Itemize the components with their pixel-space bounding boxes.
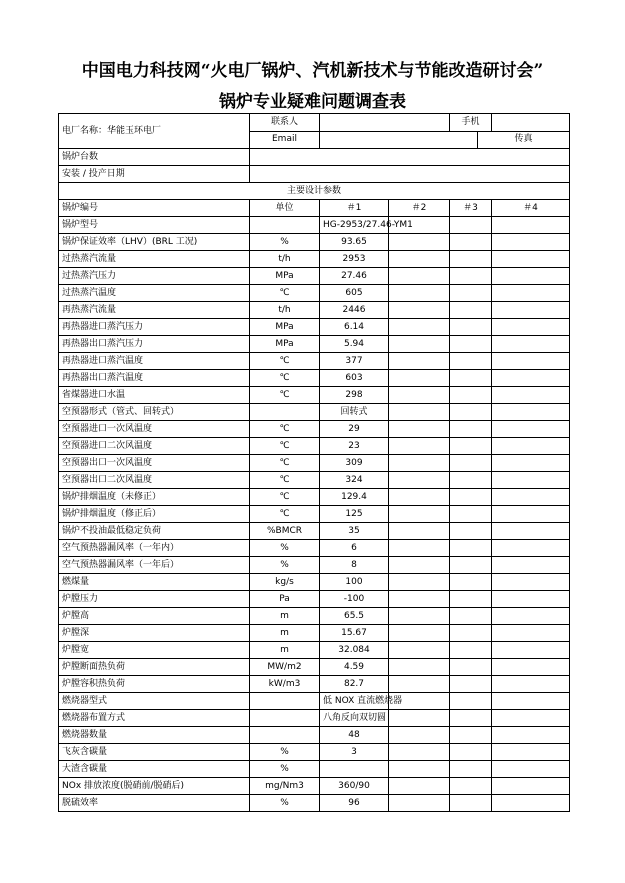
- row-value-unit2[interactable]: [389, 336, 450, 353]
- row-value-unit1[interactable]: 27.46: [320, 268, 389, 285]
- row-value-unit1[interactable]: 6: [320, 540, 389, 557]
- row-value-unit4[interactable]: [492, 455, 570, 472]
- column-header-unit4: ＃4: [492, 200, 570, 217]
- document-title: 中国电力科技网“火电厂锅炉、汽机新技术与节能改造研讨会”: [81, 61, 544, 81]
- row-unit: %: [250, 795, 320, 812]
- row-value-unit1[interactable]: 3: [320, 744, 389, 761]
- row-label: 燃烧器数量: [59, 727, 250, 744]
- row-label: 燃煤量: [59, 574, 250, 591]
- row-value-unit1[interactable]: 低 NOX 直流燃烧器: [320, 693, 389, 710]
- row-unit: ℃: [250, 421, 320, 438]
- table-row: [59, 455, 570, 472]
- row-value-unit3[interactable]: [450, 693, 492, 710]
- row-label: 锅炉排烟温度（未修正）: [59, 489, 250, 506]
- row-value-unit4[interactable]: [492, 438, 570, 455]
- row-value-unit2[interactable]: [389, 659, 450, 676]
- row-value-unit1[interactable]: 15.67: [320, 625, 389, 642]
- row-value-unit2[interactable]: [389, 268, 450, 285]
- row-unit: [250, 404, 320, 421]
- row-unit: [250, 727, 320, 744]
- row-value-unit4[interactable]: [492, 591, 570, 608]
- row-value-unit2[interactable]: [389, 404, 450, 421]
- row-label: 锅炉排烟温度（修正后）: [59, 506, 250, 523]
- row-unit: m: [250, 608, 320, 625]
- row-value-unit4[interactable]: [492, 489, 570, 506]
- row-label: 空预器形式（管式、回转式）: [59, 404, 250, 421]
- column-header-unit: 单位: [250, 200, 320, 217]
- table-row: [59, 608, 570, 625]
- row-value-unit4[interactable]: [492, 268, 570, 285]
- row-unit: ℃: [250, 455, 320, 472]
- row-label: 锅炉型号: [59, 217, 250, 234]
- row-label: 脱硫效率: [59, 795, 250, 812]
- row-value-unit2[interactable]: [389, 472, 450, 489]
- row-unit: [250, 710, 320, 727]
- row-value-unit3[interactable]: [450, 438, 492, 455]
- row-unit: [250, 693, 320, 710]
- column-header-unit2: ＃2: [389, 200, 450, 217]
- row-value-unit1[interactable]: 129.4: [320, 489, 389, 506]
- row-label: 锅炉保证效率（LHV）(BRL 工况): [59, 234, 250, 251]
- row-label: 过热蒸汽流量: [59, 251, 250, 268]
- row-value-unit4[interactable]: [492, 251, 570, 268]
- mobile-field[interactable]: [492, 114, 570, 132]
- row-value-unit1[interactable]: 32.084: [320, 642, 389, 659]
- row-value-unit4[interactable]: [492, 353, 570, 370]
- row-value-unit4[interactable]: [492, 659, 570, 676]
- row-label: 炉膛深: [59, 625, 250, 642]
- row-label: 飞灰含碳量: [59, 744, 250, 761]
- row-value-unit4[interactable]: [492, 727, 570, 744]
- section-title-row: [59, 183, 570, 200]
- row-value-unit1[interactable]: 377: [320, 353, 389, 370]
- row-unit: %: [250, 761, 320, 778]
- row-unit: Pa: [250, 591, 320, 608]
- row-label: 炉膛断面热负荷: [59, 659, 250, 676]
- install-date-label: 安装 / 投产日期: [59, 166, 250, 183]
- row-label: 过热蒸汽压力: [59, 268, 250, 285]
- row-value-unit1[interactable]: 回转式: [320, 404, 389, 421]
- column-header-item: 锅炉编号: [59, 200, 250, 217]
- row-value-unit2[interactable]: [389, 557, 450, 574]
- row-unit: t/h: [250, 251, 320, 268]
- row-value-unit1[interactable]: 298: [320, 387, 389, 404]
- row-value-unit4[interactable]: [492, 574, 570, 591]
- row-value-unit3[interactable]: [450, 319, 492, 336]
- row-value-unit1[interactable]: 48: [320, 727, 389, 744]
- row-value-unit3[interactable]: [450, 268, 492, 285]
- table-row: [59, 540, 570, 557]
- row-value-unit4[interactable]: [492, 778, 570, 795]
- header-row-boiler-count: [59, 149, 570, 166]
- row-value-unit2[interactable]: [389, 710, 450, 727]
- row-value-unit4[interactable]: [492, 472, 570, 489]
- row-value-unit4[interactable]: [492, 795, 570, 812]
- row-value-unit3[interactable]: [450, 234, 492, 251]
- row-unit: ℃: [250, 438, 320, 455]
- row-label: 过热蒸汽温度: [59, 285, 250, 302]
- row-value-unit3[interactable]: [450, 421, 492, 438]
- row-unit: ℃: [250, 285, 320, 302]
- row-unit: kg/s: [250, 574, 320, 591]
- row-value-unit3[interactable]: [450, 574, 492, 591]
- row-value-unit3[interactable]: [450, 387, 492, 404]
- row-label: 再热器出口蒸汽压力: [59, 336, 250, 353]
- row-value-unit3[interactable]: [450, 761, 492, 778]
- row-value-unit2[interactable]: [389, 761, 450, 778]
- row-label: 空气预热器漏风率（一年后）: [59, 557, 250, 574]
- row-value-unit3[interactable]: [450, 795, 492, 812]
- row-value-unit3[interactable]: [450, 455, 492, 472]
- row-unit: ℃: [250, 489, 320, 506]
- row-value-unit4[interactable]: [492, 693, 570, 710]
- row-value-unit1[interactable]: 29: [320, 421, 389, 438]
- row-value-unit4[interactable]: [492, 744, 570, 761]
- table-row: [59, 353, 570, 370]
- row-value-unit2[interactable]: [389, 455, 450, 472]
- row-unit: %: [250, 744, 320, 761]
- row-value-unit2[interactable]: [389, 591, 450, 608]
- row-value-unit1[interactable]: 93.65: [320, 234, 389, 251]
- row-label: 再热蒸汽流量: [59, 302, 250, 319]
- table-row: [59, 778, 570, 795]
- row-value-unit2[interactable]: [389, 778, 450, 795]
- table-row: [59, 761, 570, 778]
- table-row: [59, 472, 570, 489]
- table-row: [59, 642, 570, 659]
- row-value-unit3[interactable]: [450, 370, 492, 387]
- row-unit: MPa: [250, 268, 320, 285]
- row-unit: ℃: [250, 387, 320, 404]
- row-value-unit4[interactable]: [492, 761, 570, 778]
- row-label: 大渣含碳量: [59, 761, 250, 778]
- row-value-unit4[interactable]: [492, 336, 570, 353]
- row-unit: %: [250, 557, 320, 574]
- row-value-unit4[interactable]: [492, 710, 570, 727]
- row-value-unit1[interactable]: 2953: [320, 251, 389, 268]
- row-value-unit4[interactable]: [492, 217, 570, 234]
- install-date-field[interactable]: [250, 166, 570, 183]
- boiler-count-field[interactable]: [250, 149, 570, 166]
- row-value-unit3[interactable]: [450, 489, 492, 506]
- row-value-unit2[interactable]: [389, 676, 450, 693]
- table-row: [59, 676, 570, 693]
- table-row: [59, 319, 570, 336]
- row-value-unit1[interactable]: 603: [320, 370, 389, 387]
- column-header-unit1: ＃1: [320, 200, 389, 217]
- row-value-unit3[interactable]: [450, 625, 492, 642]
- header-row-install-date: [59, 166, 570, 183]
- header-row-contact: [59, 114, 570, 132]
- row-value-unit1[interactable]: 324: [320, 472, 389, 489]
- row-value-unit4[interactable]: [492, 642, 570, 659]
- row-value-unit4[interactable]: [492, 370, 570, 387]
- row-value-unit4[interactable]: [492, 234, 570, 251]
- row-value-unit2[interactable]: [389, 353, 450, 370]
- row-unit: mg/Nm3: [250, 778, 320, 795]
- row-unit: t/h: [250, 302, 320, 319]
- table-row: [59, 438, 570, 455]
- row-value-unit2[interactable]: [389, 251, 450, 268]
- table-row: [59, 523, 570, 540]
- row-value-unit2[interactable]: [389, 285, 450, 302]
- table-row: [59, 625, 570, 642]
- document-subtitle: 锅炉专业疑难问题调查表: [219, 92, 406, 112]
- row-value-unit1[interactable]: 96: [320, 795, 389, 812]
- table-row: [59, 217, 570, 234]
- table-row: [59, 251, 570, 268]
- row-value-unit4[interactable]: [492, 540, 570, 557]
- table-row: [59, 268, 570, 285]
- email-field[interactable]: [320, 131, 478, 149]
- row-value-unit1[interactable]: 125: [320, 506, 389, 523]
- row-label: 炉膛容积热负荷: [59, 676, 250, 693]
- row-value-unit3[interactable]: [450, 659, 492, 676]
- row-value-unit3[interactable]: [450, 472, 492, 489]
- row-label: NOx 排放浓度(脱硝前/脱硝后): [59, 778, 250, 795]
- row-unit: m: [250, 625, 320, 642]
- row-value-unit3[interactable]: [450, 523, 492, 540]
- row-value-unit2[interactable]: [389, 744, 450, 761]
- row-label: 空气预热器漏风率（一年内）: [59, 540, 250, 557]
- row-value-unit1[interactable]: [320, 761, 389, 778]
- table-row: [59, 795, 570, 812]
- row-value-unit3[interactable]: [450, 251, 492, 268]
- row-value-unit1[interactable]: 360/90: [320, 778, 389, 795]
- row-value-unit2[interactable]: [389, 795, 450, 812]
- row-value-unit2[interactable]: [389, 370, 450, 387]
- row-value-unit3[interactable]: [450, 676, 492, 693]
- row-value-unit2[interactable]: [389, 608, 450, 625]
- row-value-unit4[interactable]: [492, 285, 570, 302]
- row-value-unit3[interactable]: [450, 642, 492, 659]
- row-label: 燃烧器型式: [59, 693, 250, 710]
- row-value-unit4[interactable]: [492, 302, 570, 319]
- row-value-unit3[interactable]: [450, 778, 492, 795]
- table-row: [59, 506, 570, 523]
- row-value-unit4[interactable]: [492, 506, 570, 523]
- row-unit: MPa: [250, 319, 320, 336]
- row-label: 空预器出口一次风温度: [59, 455, 250, 472]
- row-value-unit3[interactable]: [450, 591, 492, 608]
- row-value-unit1[interactable]: 八角反向双切圆: [320, 710, 389, 727]
- row-value-unit1[interactable]: 2446: [320, 302, 389, 319]
- row-label: 再热器出口蒸汽温度: [59, 370, 250, 387]
- row-unit: %: [250, 234, 320, 251]
- contact-label: 联系人: [250, 114, 320, 132]
- row-value-unit2[interactable]: [389, 574, 450, 591]
- row-value-unit1[interactable]: 82.7: [320, 676, 389, 693]
- row-value-unit2[interactable]: [389, 302, 450, 319]
- row-value-unit1[interactable]: 35: [320, 523, 389, 540]
- row-label: 燃烧器布置方式: [59, 710, 250, 727]
- row-value-unit2[interactable]: [389, 523, 450, 540]
- row-unit: m: [250, 642, 320, 659]
- row-value-unit3[interactable]: [450, 217, 492, 234]
- row-label: 空预器进口二次风温度: [59, 438, 250, 455]
- table-row: [59, 659, 570, 676]
- table-row: [59, 336, 570, 353]
- column-header-unit3: ＃3: [450, 200, 492, 217]
- email-label: Email: [250, 131, 320, 149]
- row-unit: ℃: [250, 506, 320, 523]
- row-value-unit2[interactable]: [389, 234, 450, 251]
- row-unit: MW/m2: [250, 659, 320, 676]
- row-value-unit2[interactable]: [389, 540, 450, 557]
- row-unit: [250, 217, 320, 234]
- row-value-unit1[interactable]: HG-2953/27.46-YM1: [320, 217, 389, 234]
- row-value-unit4[interactable]: [492, 523, 570, 540]
- table-row: [59, 234, 570, 251]
- row-value-unit3[interactable]: [450, 353, 492, 370]
- row-value-unit2[interactable]: [389, 506, 450, 523]
- table-row: [59, 370, 570, 387]
- row-value-unit2[interactable]: [389, 625, 450, 642]
- row-value-unit1[interactable]: -100: [320, 591, 389, 608]
- table-row: [59, 710, 570, 727]
- table-row: [59, 727, 570, 744]
- row-label: 炉膛高: [59, 608, 250, 625]
- row-unit: kW/m3: [250, 676, 320, 693]
- table-row: [59, 285, 570, 302]
- row-value-unit3[interactable]: [450, 285, 492, 302]
- table-row: [59, 574, 570, 591]
- row-label: 炉膛宽: [59, 642, 250, 659]
- row-unit: %BMCR: [250, 523, 320, 540]
- row-label: 锅炉不投油最低稳定负荷: [59, 523, 250, 540]
- row-value-unit2[interactable]: [389, 319, 450, 336]
- boiler-count-label: 锅炉台数: [59, 149, 250, 166]
- row-value-unit1[interactable]: 65.5: [320, 608, 389, 625]
- row-value-unit4[interactable]: [492, 676, 570, 693]
- row-value-unit1[interactable]: 8: [320, 557, 389, 574]
- table-row: [59, 404, 570, 421]
- column-header-row: [59, 200, 570, 217]
- row-value-unit4[interactable]: [492, 387, 570, 404]
- row-value-unit3[interactable]: [450, 608, 492, 625]
- table-row: [59, 302, 570, 319]
- row-value-unit3[interactable]: [450, 557, 492, 574]
- row-unit: ℃: [250, 472, 320, 489]
- row-label: 空预器进口一次风温度: [59, 421, 250, 438]
- row-value-unit4[interactable]: [492, 557, 570, 574]
- row-value-unit3[interactable]: [450, 710, 492, 727]
- table-row: [59, 693, 570, 710]
- row-value-unit3[interactable]: [450, 404, 492, 421]
- row-value-unit3[interactable]: [450, 302, 492, 319]
- table-row: [59, 557, 570, 574]
- row-value-unit1[interactable]: 23: [320, 438, 389, 455]
- fax-label: 传真: [478, 131, 570, 149]
- row-value-unit2[interactable]: [389, 421, 450, 438]
- row-value-unit4[interactable]: [492, 625, 570, 642]
- row-unit: %: [250, 540, 320, 557]
- section-title: 主要设计参数: [59, 183, 570, 200]
- row-value-unit3[interactable]: [450, 540, 492, 557]
- row-value-unit3[interactable]: [450, 727, 492, 744]
- table-row: [59, 744, 570, 761]
- row-value-unit1[interactable]: 4.59: [320, 659, 389, 676]
- row-unit: ℃: [250, 370, 320, 387]
- table-row: [59, 591, 570, 608]
- row-value-unit2[interactable]: [389, 387, 450, 404]
- table-row: [59, 489, 570, 506]
- row-value-unit1[interactable]: 6.14: [320, 319, 389, 336]
- row-label: 再热器进口蒸汽压力: [59, 319, 250, 336]
- row-label: 再热器进口蒸汽温度: [59, 353, 250, 370]
- row-label: 空预器出口二次风温度: [59, 472, 250, 489]
- row-value-unit4[interactable]: [492, 404, 570, 421]
- row-value-unit4[interactable]: [492, 608, 570, 625]
- survey-table: [58, 113, 570, 812]
- row-value-unit1[interactable]: 605: [320, 285, 389, 302]
- row-value-unit4[interactable]: [492, 319, 570, 336]
- row-label: 省煤器进口水温: [59, 387, 250, 404]
- table-row: [59, 387, 570, 404]
- row-value-unit1[interactable]: 309: [320, 455, 389, 472]
- row-value-unit1[interactable]: 5.94: [320, 336, 389, 353]
- row-value-unit2[interactable]: [389, 438, 450, 455]
- row-unit: ℃: [250, 353, 320, 370]
- row-value-unit3[interactable]: [450, 336, 492, 353]
- row-value-unit4[interactable]: [492, 421, 570, 438]
- row-value-unit1[interactable]: 100: [320, 574, 389, 591]
- contact-field[interactable]: [320, 114, 450, 132]
- row-value-unit2[interactable]: [389, 489, 450, 506]
- table-row: [59, 421, 570, 438]
- row-unit: MPa: [250, 336, 320, 353]
- row-value-unit3[interactable]: [450, 744, 492, 761]
- plant-name: 电厂名称：华能玉环电厂: [59, 114, 250, 149]
- row-value-unit3[interactable]: [450, 506, 492, 523]
- row-value-unit2[interactable]: [389, 642, 450, 659]
- row-value-unit2[interactable]: [389, 727, 450, 744]
- mobile-label: 手机: [450, 114, 492, 132]
- row-label: 炉膛压力: [59, 591, 250, 608]
